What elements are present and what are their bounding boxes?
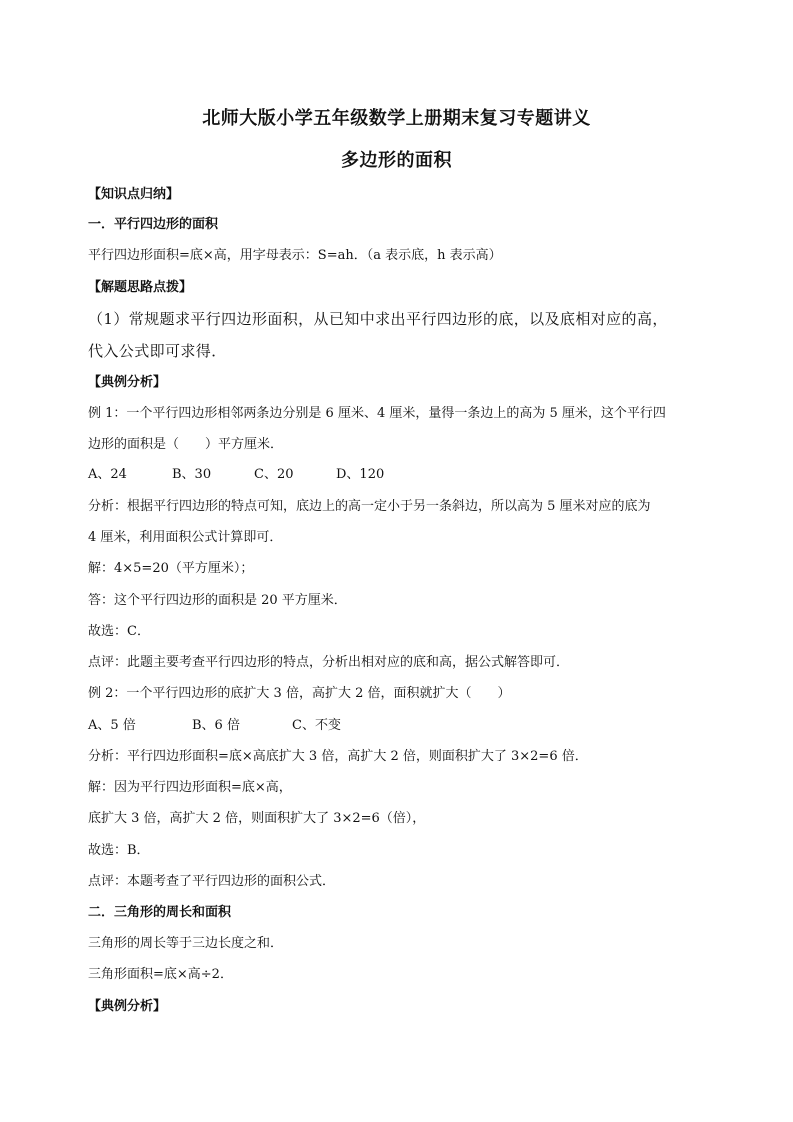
example2-option-b: B、6 倍 [192, 718, 240, 733]
example1-question-line-2: 边形的面积是（ ）平方厘米． [88, 437, 284, 452]
example2-choice: 故选：B． [88, 843, 150, 858]
triangle-examples-label: 【典例分析】 [88, 999, 167, 1014]
example1-option-b: B、30 [172, 467, 212, 482]
example2-option-a: A、5 倍 [88, 718, 136, 733]
example2-solution-line-1: 解：因为平行四边形面积=底×高， [88, 780, 292, 795]
example2-solution-line-2: 底扩大 3 倍，高扩大 2 倍，则面积扩大了 3×2=6（倍）， [88, 811, 426, 826]
example1-option-a: A、24 [88, 467, 127, 482]
document-subtitle: 多边形的面积 [341, 150, 452, 171]
tips-label: 【解题思路点拨】 [88, 280, 193, 295]
example1-option-c: C、20 [254, 467, 294, 482]
example1-choice: 故选：C． [88, 624, 150, 639]
example1-analysis-line-1: 分析：根据平行四边形的特点可知，底边上的高一定小于另一条斜边，所以高为 5 厘米对应的底为 [88, 499, 651, 514]
tips-line-1: （1）常规题求平行四边形面积，从已知中求出平行四边形的底，以及底相对应的高， [88, 310, 668, 328]
triangle-perimeter: 三角形的周长等于三边长度之和． [88, 936, 284, 951]
example1-analysis-line-2: 4 厘米，利用面积公式计算即可． [88, 530, 283, 545]
knowledge-label: 【知识点归纳】 [88, 187, 180, 202]
example2-question: 例 2：一个平行四边形的底扩大 3 倍，高扩大 2 倍，面积就扩大（ ） [88, 686, 511, 701]
example1-question-line-1: 例 1：一个平行四边形相邻两条边分别是 6 厘米、4 厘米，量得一条边上的高为 5 厘米，这个平行四 [88, 406, 666, 421]
example2-comment: 点评：本题考查了平行四边形的面积公式． [88, 874, 336, 889]
examples-label: 【典例分析】 [88, 375, 167, 390]
section-heading-triangle: 二．三角形的周长和面积 [88, 905, 232, 920]
section-heading-parallelogram: 一．平行四边形的面积 [88, 217, 219, 232]
example2-options [88, 717, 708, 735]
example1-answer: 答：这个平行四边形的面积是 20 平方厘米． [88, 593, 347, 608]
example1-options [88, 466, 708, 484]
document-title: 北师大版小学五年级数学上册期末复习专题讲义 [202, 108, 591, 129]
parallelogram-formula: 平行四边形面积=底×高，用字母表示：S=ah．（a 表示底，h 表示高） [88, 248, 502, 263]
example1-option-d: D、120 [336, 467, 385, 482]
example2-analysis: 分析：平行四边形面积=底×高底扩大 3 倍，高扩大 2 倍，则面积扩大了 3×2=6 倍． [88, 749, 588, 764]
triangle-area-formula: 三角形面积=底×高÷2． [88, 967, 233, 982]
example1-solution: 解：4×5=20（平方厘米）； [88, 561, 254, 576]
example1-comment: 点评：此题主要考查平行四边形的特点，分析出相对应的底和高，据公式解答即可． [88, 655, 570, 670]
example2-option-c: C、不变 [292, 718, 341, 733]
tips-line-2: 代入公式即可求得． [88, 342, 227, 360]
